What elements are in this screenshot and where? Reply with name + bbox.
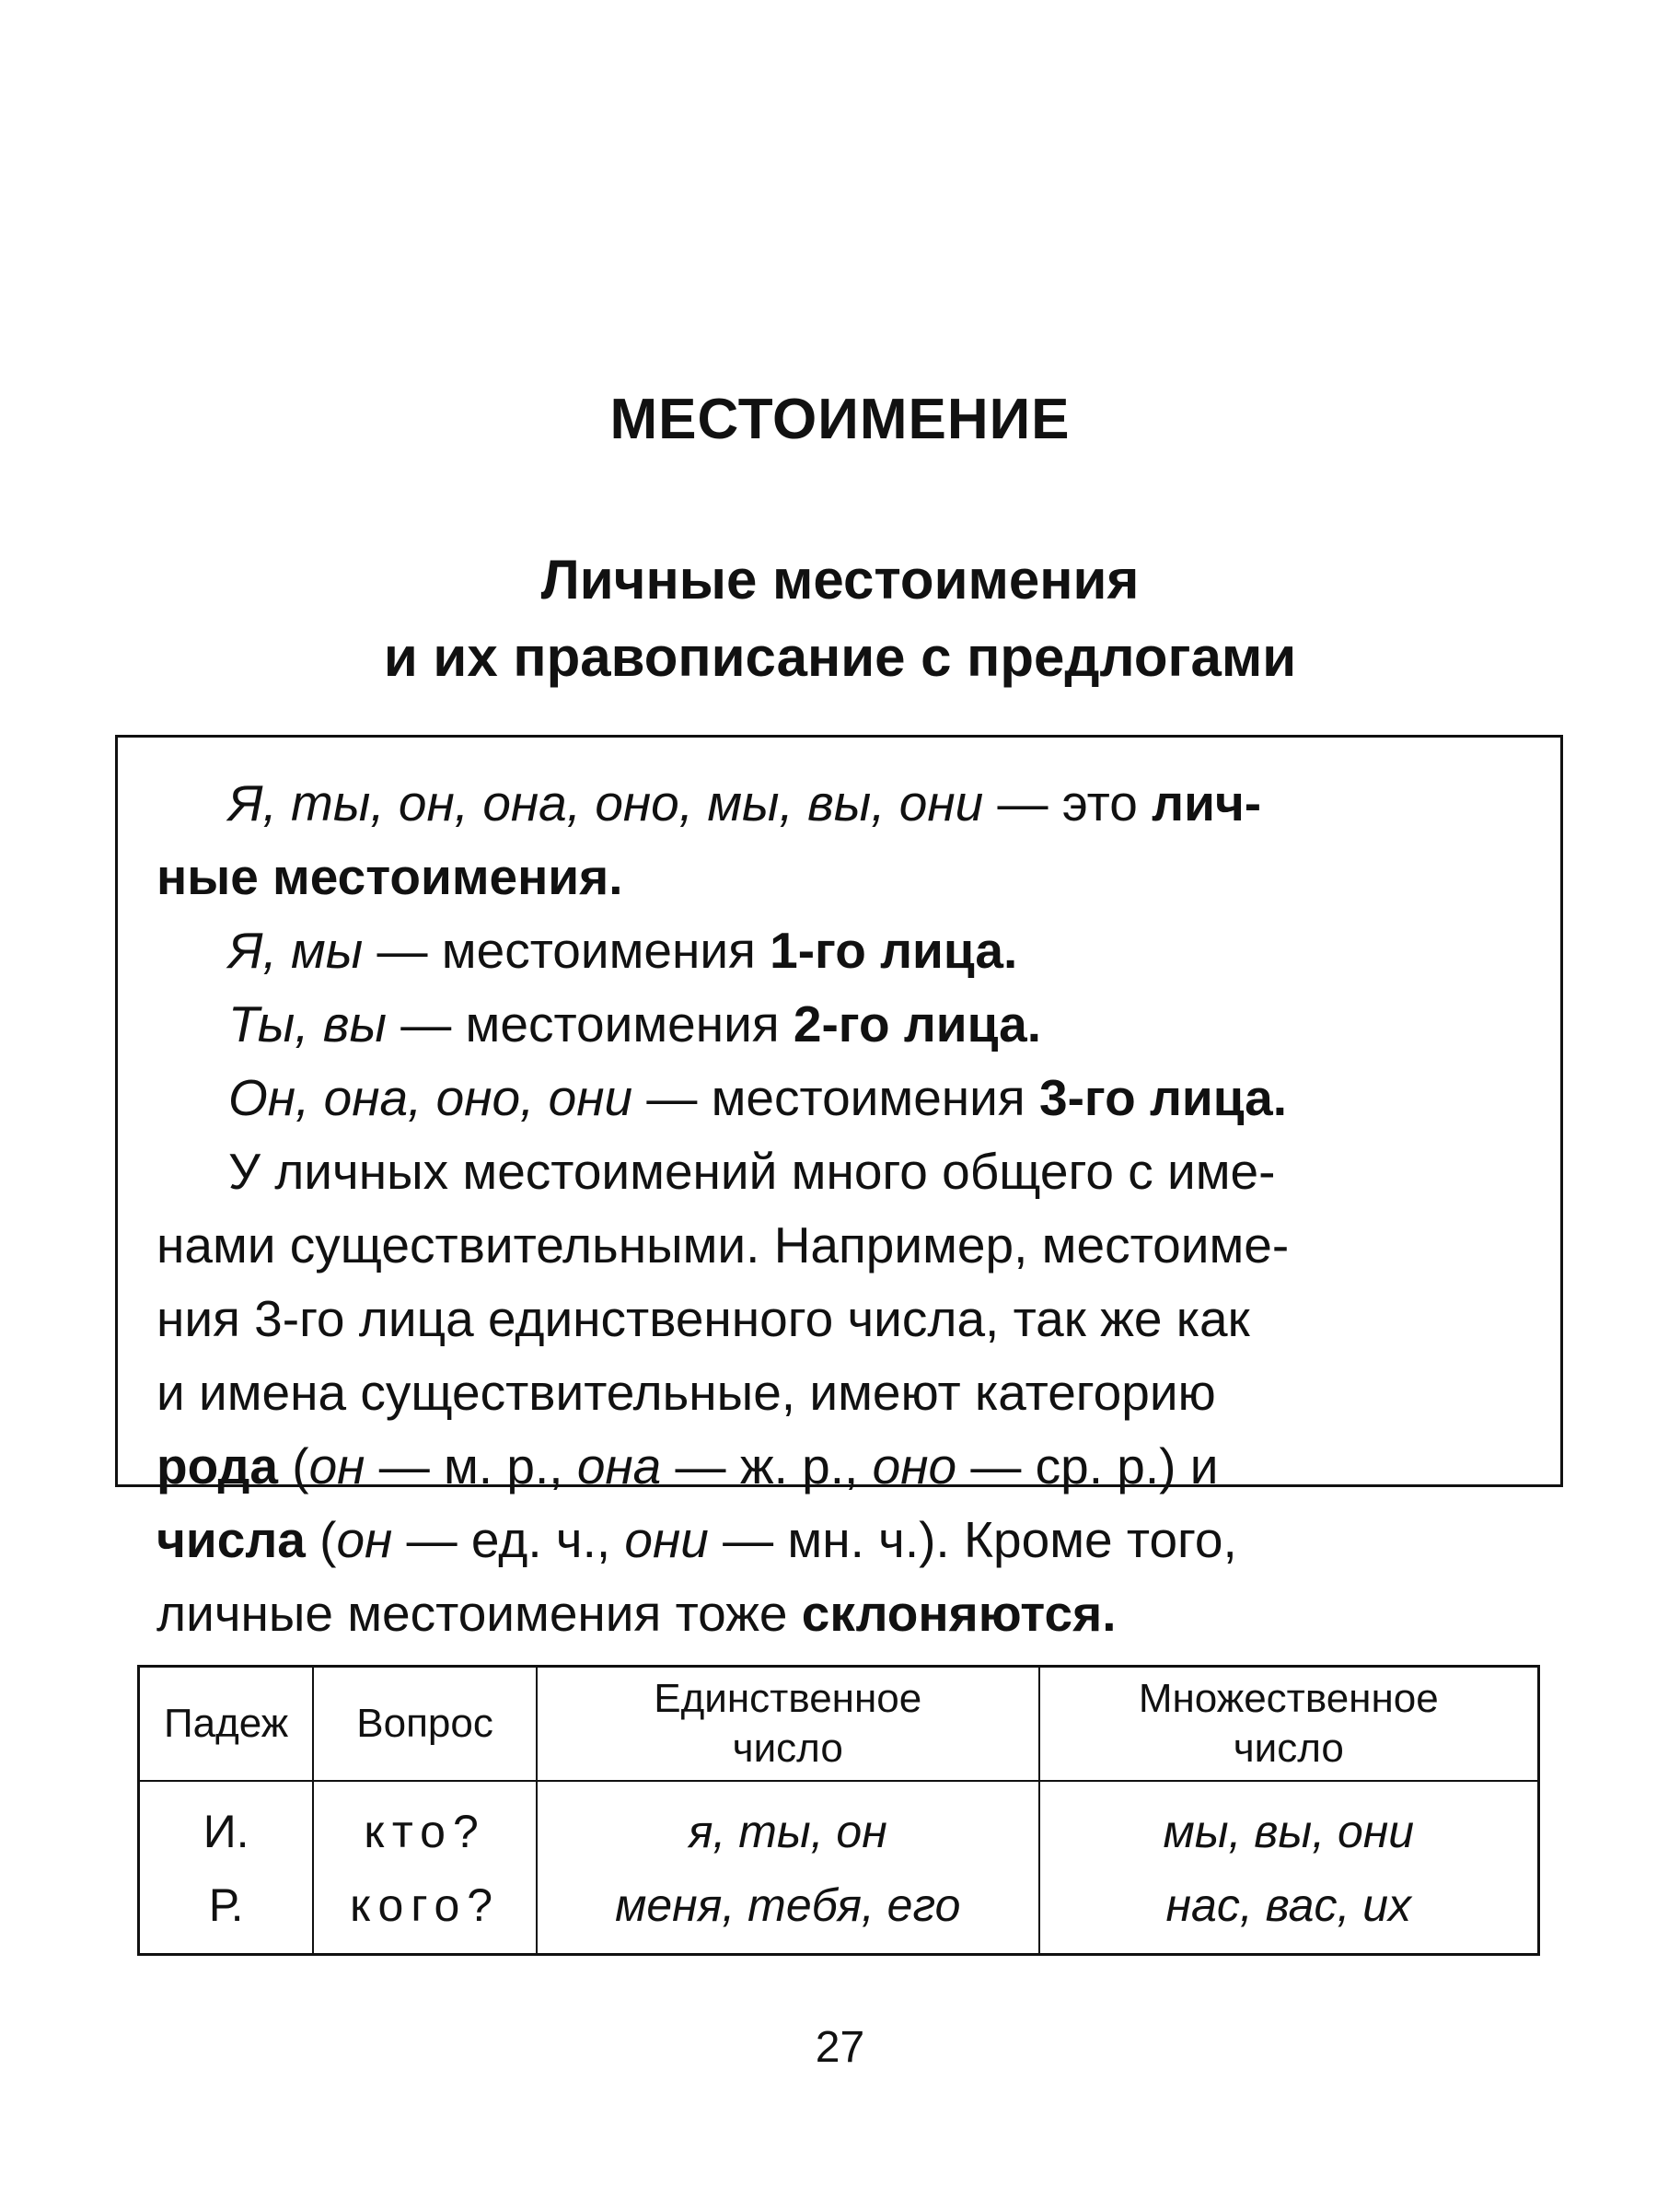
singular-genitive: меня, тебя, его [615,1879,961,1931]
case-nominative: И. [203,1806,249,1857]
subtitle-line-1: Личные местоимения [540,549,1140,611]
rule-paragraph [156,766,1514,1134]
explanation-line-3: ния 3-го лица единственного числа, так же как [156,1290,1250,1347]
header-case: Падеж [139,1667,314,1782]
case-cell [139,1781,314,1955]
page-title: МЕСТОИМЕНИЕ [609,388,1071,451]
section-subtitle [0,541,1680,696]
table-body-row [139,1781,1539,1955]
explanation-number-line: числа (он — ед. ч., они — мн. ч.). Кроме того, [156,1511,1237,1568]
page-number: 27 [815,2023,865,2072]
term-gender: рода [156,1437,278,1494]
third-person-line: Он, она, оно, они — местоимения 3-го лица. [228,1069,1288,1126]
explanation-line-4: и имена существительные, имеют категорию [156,1364,1216,1421]
explanation-line-2: нами существительными. Например, местоиме- [156,1216,1290,1273]
table-header-row [139,1667,1539,1782]
term-number: числа [156,1511,306,1568]
explanation-gender-line: рода (он — м. р., она — ж. р., оно — ср. р.) и [156,1437,1219,1494]
term-declension: склоняются. [801,1585,1117,1642]
plural-cell [1039,1781,1539,1955]
explanation-last-line: личные местоимения тоже склоняются. [156,1585,1117,1642]
header-question: Вопрос [313,1667,537,1782]
pronoun-list: Я, ты, он, она, оно, мы, вы, они [228,774,984,832]
explanation-paragraph [156,1134,1514,1650]
header-plural: Множественное число [1039,1667,1539,1782]
header-singular: Единственное число [537,1667,1039,1782]
plural-nominative: мы, вы, они [1163,1806,1415,1857]
declension-table [137,1665,1540,1956]
rule-line-1: Я, ты, он, она, оно, мы, вы, они — это лич- [228,774,1262,832]
case-genitive: Р. [208,1879,244,1931]
first-person-line: Я, мы — местоимения 1-го лица. [228,922,1018,979]
singular-nominative: я, ты, он [688,1806,887,1857]
term-personal-pronouns-part2: ные местоимения. [156,848,623,905]
subtitle-line-2: и их правописание с предлогами [383,626,1297,688]
plural-genitive: нас, вас, их [1165,1879,1412,1931]
explanation-line-1: У личных местоимений много общего с име- [228,1143,1276,1200]
term-personal-pronouns-part1: лич- [1152,774,1262,832]
question-cell [313,1781,537,1955]
question-genitive: кого? [350,1879,501,1931]
singular-cell [537,1781,1039,1955]
rule-line-2 [156,840,1514,913]
second-person-line: Ты, вы — местоимения 2-го лица. [228,995,1041,1052]
question-nominative: кто? [364,1806,486,1857]
